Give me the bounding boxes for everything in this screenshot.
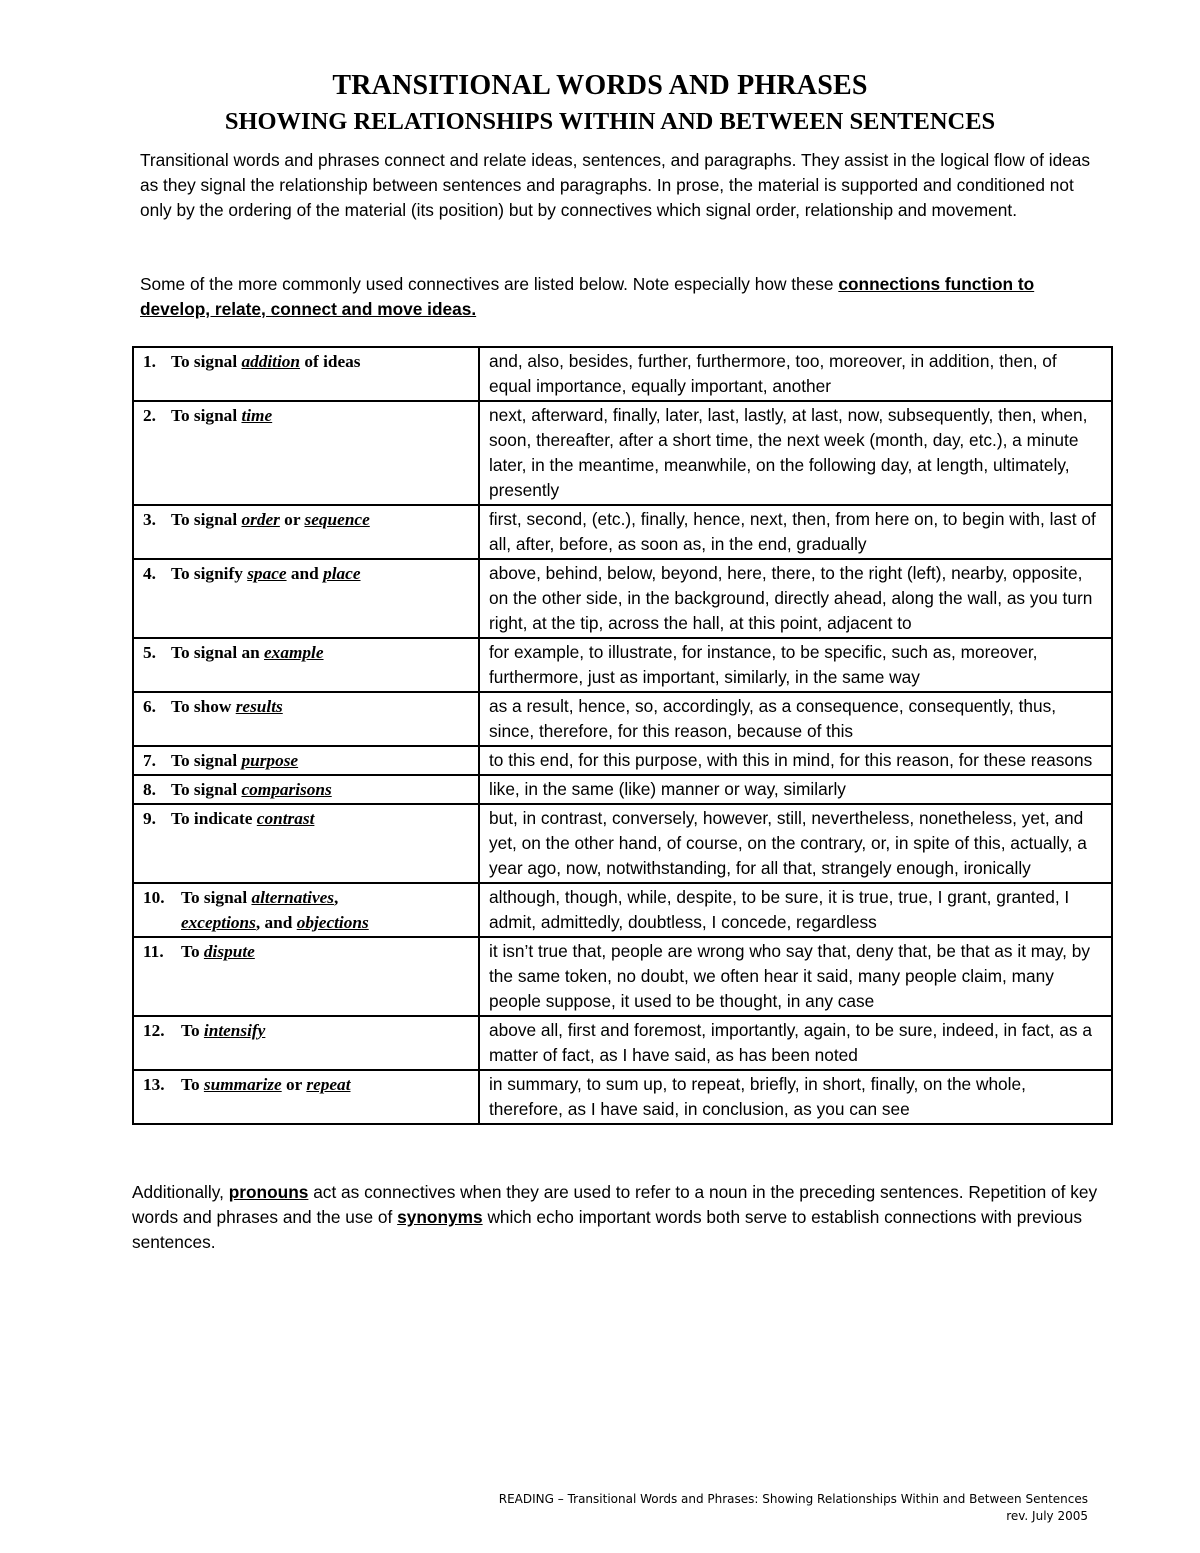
keyword: example: [264, 643, 324, 662]
label-text: To signal: [171, 352, 242, 371]
label-text: To signify: [171, 564, 248, 583]
label-text: To signal: [181, 888, 252, 907]
keyword: objections: [296, 913, 369, 932]
row-connectives: next, afterward, finally, later, last, lastly, at last, now, subsequently, then, when, soon, thereafter, after a short time, the next week (month, day, etc.), a minute later, in the meantime, meanwhile, on the following day, at length, ultimately, presently: [479, 401, 1112, 505]
keyword: purpose: [241, 751, 299, 770]
label-text: To signal an: [171, 643, 265, 662]
keyword: addition: [241, 352, 301, 371]
row-label: [133, 692, 479, 746]
row-connectives: for example, to illustrate, for instance, to be specific, such as, moreover, furthermore, just as important, similarly, in the same way: [479, 638, 1112, 692]
page-subtitle: SHOWING RELATIONSHIPS WITHIN AND BETWEEN SENTENCES: [224, 108, 996, 135]
row-number: 4.: [143, 564, 156, 583]
label-text: To show: [171, 697, 236, 716]
closing-text: act as connectives when they are used to refer to a noun in the preceding sentences. Repetition of key words and phrases and the use of: [132, 1182, 1098, 1227]
row-label: [133, 937, 479, 1016]
row-label: [133, 775, 479, 804]
row-label: [133, 804, 479, 883]
table-row: [133, 559, 1112, 638]
page-footer: [499, 1491, 1088, 1525]
keyword: results: [235, 697, 283, 716]
row-number: 5.: [143, 643, 156, 662]
keyword: alternatives: [251, 888, 335, 907]
label-text: To signal: [171, 751, 242, 770]
row-number: 3.: [143, 510, 156, 529]
table-row: [133, 401, 1112, 505]
row-connectives: it isn’t true that, people are wrong who say that, deny that, be that as it may, by the same token, no doubt, we often hear it said, many people claim, many people suppose, it used to be thought, in any case: [479, 937, 1112, 1016]
label-text: ,: [334, 888, 339, 907]
label-text: To indicate: [171, 809, 257, 828]
row-number: 10.: [143, 888, 165, 907]
transitions-table: [132, 346, 1113, 1125]
keyword: space: [247, 564, 287, 583]
row-connectives: like, in the same (like) manner or way, similarly: [479, 775, 1112, 804]
closing-text: which echo important words both serve to establish connections with previous sentences.: [132, 1207, 1083, 1252]
table-row: [133, 746, 1112, 775]
row-label: [133, 347, 479, 401]
keyword: dispute: [203, 942, 255, 961]
row-number: 8.: [143, 780, 156, 799]
row-connectives: and, also, besides, further, furthermore, too, moreover, in addition, then, of equal importance, equally important, another: [479, 347, 1112, 401]
keyword: repeat: [306, 1075, 351, 1094]
row-connectives: but, in contrast, conversely, however, still, nevertheless, nonetheless, yet, and yet, on the other hand, of course, on the contrary, or, in spite of this, actually, a year ago, now, notwithstanding, for all that, strangely enough, ironically: [479, 804, 1112, 883]
row-number: 6.: [143, 697, 156, 716]
row-connectives: to this end, for this purpose, with this in mind, for this reason, for these reasons: [479, 746, 1112, 775]
row-label: [133, 1016, 479, 1070]
row-number: 11.: [143, 942, 164, 961]
label-text: and: [286, 564, 324, 583]
label-text: , and: [255, 913, 297, 932]
label-text: or: [279, 510, 305, 529]
table-row: [133, 638, 1112, 692]
table-row: [133, 692, 1112, 746]
label-second-line: [143, 910, 470, 935]
label-text: To signal: [171, 780, 242, 799]
row-connectives: in summary, to sum up, to repeat, briefly, in short, finally, on the whole, therefore, as I have said, in conclusion, as you can see: [479, 1070, 1112, 1124]
footer-line: READING – Transitional Words and Phrases: Showing Relationships Within and Between Sentences: [498, 1492, 1088, 1506]
table-row: [133, 1070, 1112, 1124]
table-row: [133, 937, 1112, 1016]
row-number: 2.: [143, 406, 156, 425]
row-number: 9.: [143, 809, 156, 828]
intro-paragraph-2: [140, 272, 1100, 322]
page-title: TRANSITIONAL WORDS AND PHRASES: [332, 70, 868, 101]
row-label: [133, 401, 479, 505]
keyword: exceptions: [181, 913, 256, 932]
intro-paragraph: Transitional words and phrases connect and relate ideas, sentences, and paragraphs. They assist in the logical flow of ideas as they signal the relationship between sentences and paragraphs. In prose, the material is supported and conditioned not only by the ordering of the material (its position) but by connectives which signal order, relationship and movement.: [140, 150, 1091, 220]
keyword: time: [241, 406, 273, 425]
row-connectives: as a result, hence, so, accordingly, as a consequence, consequently, thus, since, therefore, for this reason, because of this: [479, 692, 1112, 746]
table-row: [133, 505, 1112, 559]
keyword: place: [323, 564, 361, 583]
closing-keyword: pronouns: [228, 1182, 309, 1202]
keyword: summarize: [203, 1075, 282, 1094]
table-row: [133, 883, 1112, 937]
row-connectives: above all, first and foremost, importantly, again, to be sure, indeed, in fact, as a matter of fact, as I have said, as has been noted: [479, 1016, 1112, 1070]
row-label: [133, 559, 479, 638]
keyword: contrast: [256, 809, 315, 828]
row-number: 13.: [143, 1075, 165, 1094]
row-connectives: above, behind, below, beyond, here, there, to the right (left), nearby, opposite, on the other side, in the background, directly ahead, along the wall, as you turn right, at the tip, across the hall, at this point, adjacent to: [479, 559, 1112, 638]
row-label: [133, 638, 479, 692]
footer-revision: rev. July 2005: [1006, 1509, 1088, 1523]
label-text: of ideas: [300, 352, 361, 371]
label-text: To signal: [171, 406, 242, 425]
row-label: [133, 505, 479, 559]
row-number: 7.: [143, 751, 156, 770]
keyword: order: [241, 510, 280, 529]
row-label: [133, 1070, 479, 1124]
label-text: To: [181, 942, 204, 961]
closing-keyword: synonyms: [397, 1207, 483, 1227]
keyword: sequence: [304, 510, 370, 529]
label-text: To: [181, 1021, 204, 1040]
table-row: [133, 775, 1112, 804]
row-label: [133, 883, 479, 937]
closing-text: Additionally,: [132, 1182, 229, 1202]
row-number: 12.: [143, 1021, 165, 1040]
keyword: comparisons: [241, 780, 332, 799]
row-label: [133, 746, 479, 775]
keyword: intensify: [203, 1021, 266, 1040]
label-text: To signal: [171, 510, 242, 529]
closing-paragraph: [132, 1180, 1102, 1255]
intro-text: Some of the more commonly used connectives are listed below. Note especially how these: [140, 274, 839, 294]
table-row: [133, 804, 1112, 883]
table-row: [133, 1016, 1112, 1070]
intro-emphasis: connections function to develop, relate, connect and move ideas.: [140, 274, 1035, 319]
row-connectives: although, though, while, despite, to be sure, it is true, true, I grant, granted, I admit, admittedly, doubtless, I concede, regardless: [479, 883, 1112, 937]
table-row: [133, 347, 1112, 401]
row-connectives: first, second, (etc.), finally, hence, next, then, from here on, to begin with, last of all, after, before, as soon as, in the end, gradually: [479, 505, 1112, 559]
label-text: or: [281, 1075, 307, 1094]
row-number: 1.: [143, 352, 156, 371]
label-text: To: [181, 1075, 204, 1094]
